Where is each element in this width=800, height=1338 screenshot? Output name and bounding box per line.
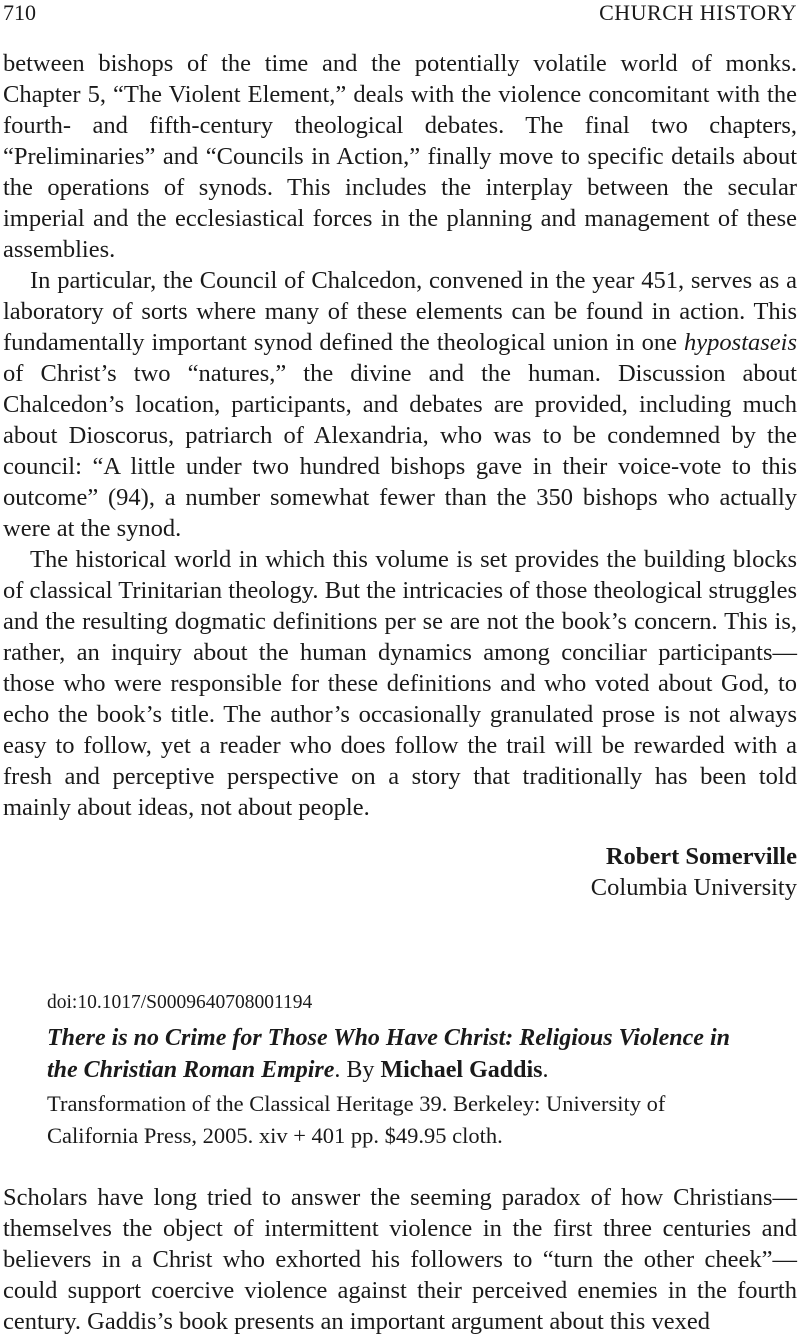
reviewer-signature — [3, 841, 797, 903]
paragraph-2 — [3, 265, 797, 544]
review-continuation — [3, 48, 797, 903]
running-head — [3, 0, 797, 26]
page-number: 710 — [3, 0, 36, 25]
paragraph-2-part-b: of Christ’s two “natures,” the divine and the human. Discussion about Chalcedon’s location, participants, and debates are provided, including much about Dioscorus, patriarch of Alexandria, who was to be condemned by the council: “A little under two hundred bishops gave in their voice-vote to this outcome” (94), a number somewhat fewer than the 350 bishops who actually were at the synod. — [3, 360, 797, 542]
book-review-header — [47, 990, 760, 1152]
paragraph-1: between bishops of the time and the potentially volatile world of monks. Chapter 5, “The Violent Element,” deals with the violence concomitant with the fourth- and fifth-century theological debates. The final two chapters, “Preliminaries” and “Councils in Action,” finally move to specific details about the operations of synods. This includes the interplay between the secular imperial and the ecclesiastical forces in the planning and management of these assemblies. — [3, 50, 797, 263]
book-citation — [47, 1022, 760, 1086]
journal-title: CHURCH HISTORY — [599, 0, 797, 25]
by-text: . By — [334, 1057, 381, 1083]
review-paragraph-1: Scholars have long tried to answer the seeming paradox of how Christians—themselves the object of intermittent violence in the first three centuries and believers in a Christ who exhorted his followers to “turn the other cheek”—could support coercive violence against their perceived enemies in the fourth century. Gaddis’s book presents an important argument about this vexed — [3, 1184, 797, 1335]
author-period: . — [542, 1057, 549, 1083]
book-author: Michael Gaddis — [380, 1057, 543, 1083]
doi-link[interactable]: doi:10.1017/S0009640708001194 — [47, 992, 313, 1013]
paragraph-3: The historical world in which this volume is set provides the building blocks of classical Trinitarian theology. But the intricacies of those theological struggles and the resulting dogmatic definitions per se are not the book’s concern. This is, rather, an inquiry about the human dynamics among conciliar participants—those who were responsible for these definitions and who voted about God, to echo the book’s title. The author’s occasionally granulated prose is not always easy to follow, yet a reader who does follow the trail will be rewarded with a fresh and perceptive perspective on a story that traditionally has been told mainly about ideas, not about people. — [3, 546, 797, 821]
book-title: There is no Crime for Those Who Have Christ: Religious Violence in the Christian Roman Empire — [47, 1025, 730, 1083]
reviewer-affiliation: Columbia University — [590, 874, 797, 901]
reviewer-name: Robert Somerville — [605, 843, 797, 870]
publication-info: Transformation of the Classical Heritage 39. Berkeley: University of California Press, 2005. xiv + 401 pp. $49.95 cloth. — [47, 1091, 666, 1148]
italic-term: hypostaseis — [684, 329, 797, 356]
review-body — [3, 1182, 797, 1337]
paragraph-2-part-a: In particular, the Council of Chalcedon, convened in the year 451, serves as a laboratory of sorts where many of these elements can be found in action. This fundamentally important synod defined the theological union in one — [3, 267, 797, 356]
